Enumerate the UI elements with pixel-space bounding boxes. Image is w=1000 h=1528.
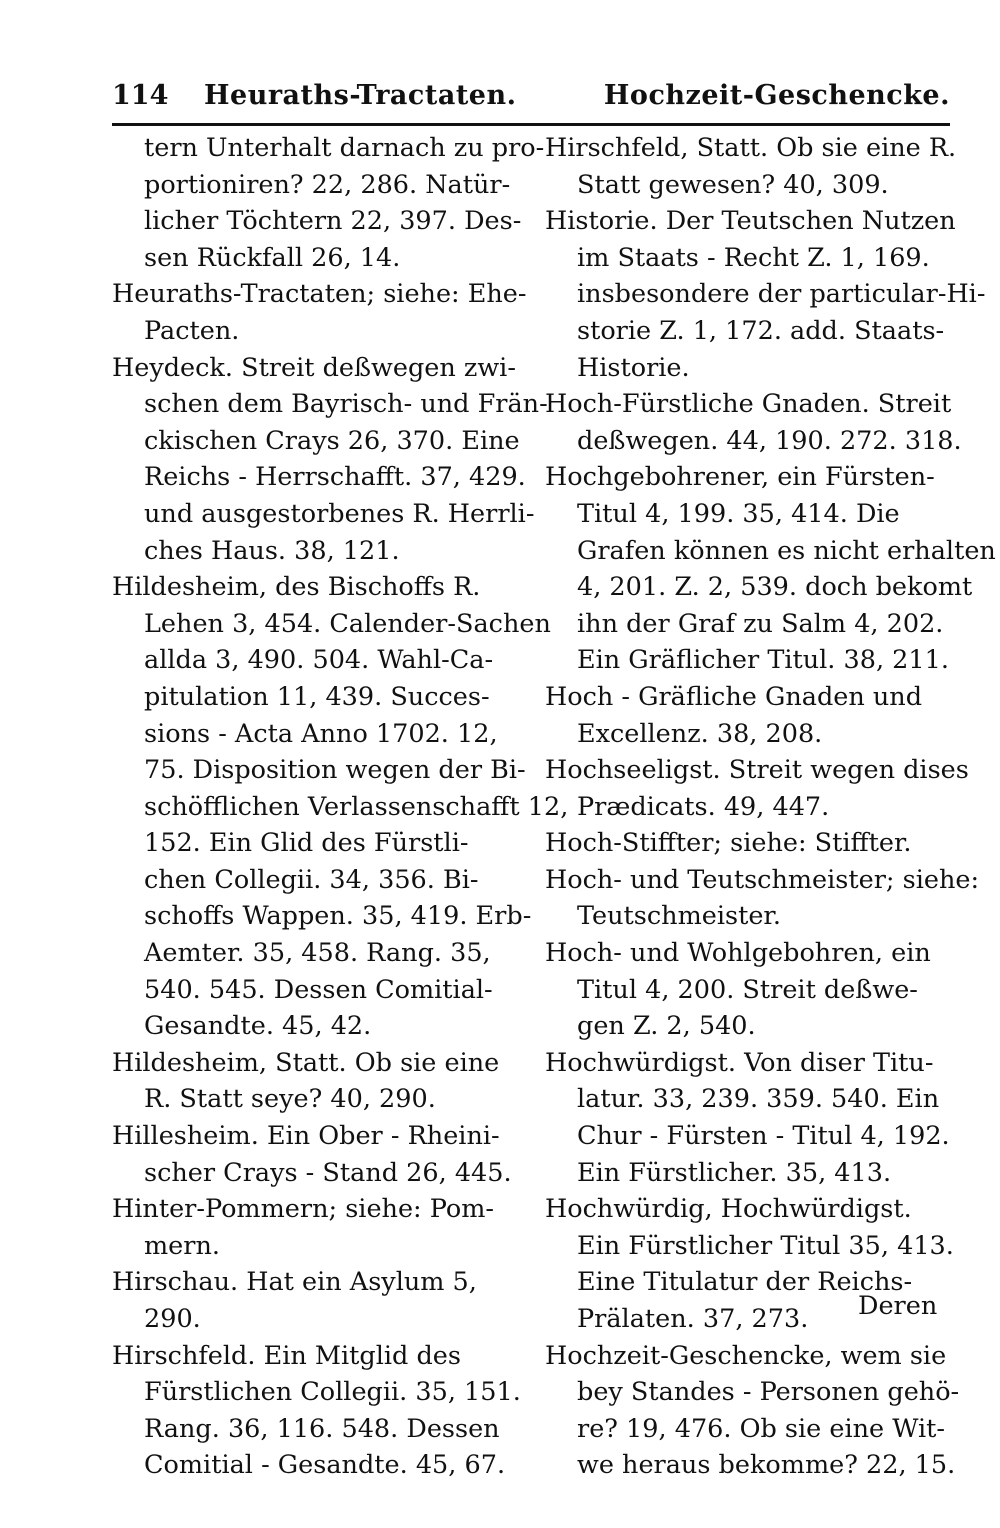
index-line: schöfflichen Verlassenschafft 12, (144, 791, 569, 822)
index-line: R. Statt seye? 40, 290. (144, 1084, 436, 1115)
header-rule (112, 123, 950, 126)
index-line: sions - Acta Anno 1702. 12, (144, 718, 498, 749)
index-line: Prälaten. 37, 273. (577, 1304, 809, 1334)
index-line: Hoch - Gräfliche Gnaden und (545, 681, 923, 712)
index-line: im Staats - Recht Z. 1, 169. (577, 242, 930, 273)
index-line: Hoch- und Teutschmeister; siehe: (545, 864, 980, 895)
index-line: Hochzeit-Geschencke, wem sie (545, 1340, 947, 1371)
index-line: Hillesheim. Ein Ober - Rheini- (112, 1121, 500, 1152)
index-line: we heraus bekomme? 22, 15. (577, 1450, 956, 1481)
index-line: Hochwürdig, Hochwürdigst. (545, 1194, 912, 1225)
index-line: chen Collegii. 34, 356. Bi- (144, 864, 479, 895)
left-column (112, 130, 569, 1484)
index-line: Hoch- und Wohlgebohren, ein (545, 938, 931, 969)
index-line: Lehen 3, 454. Calender-Sachen (144, 608, 551, 639)
right-column (545, 130, 996, 1484)
index-line: Aemter. 35, 458. Rang. 35, (144, 938, 491, 969)
index-line: Hochwürdigst. Von diser Titu- (545, 1047, 934, 1078)
index-line: ckischen Crays 26, 370. Eine (144, 425, 520, 456)
index-line: Heuraths-Tractaten; siehe: Ehe- (112, 279, 527, 310)
index-line: portioniren? 22, 286. Natür- (144, 169, 511, 200)
index-line: Hoch-Fürstliche Gnaden. Streit (545, 389, 952, 420)
index-line: Comitial - Gesandte. 45, 67. (144, 1450, 506, 1481)
index-line: schen dem Bayrisch- und Frän- (144, 389, 548, 420)
index-line: mern. (144, 1230, 220, 1261)
index-line: Fürstlichen Collegii. 35, 151. (144, 1377, 521, 1408)
index-line: Historie. (577, 352, 690, 383)
index-line: Ein Fürstlicher. 35, 413. (577, 1157, 892, 1188)
index-line: Teutschmeister. (577, 901, 781, 932)
index-line: Ein Gräflicher Titul. 38, 211. (577, 645, 949, 676)
running-head-right: Hochzeit-Geschencke. (603, 80, 950, 111)
index-line: gen Z. 2, 540. (577, 1011, 756, 1042)
index-line: Hildesheim, Statt. Ob sie eine (112, 1047, 500, 1078)
index-line: Grafen können es nicht erhalten (577, 535, 996, 566)
index-line: bey Standes - Personen gehö- (577, 1377, 960, 1408)
index-line: Pacten. (144, 315, 240, 346)
index-line: licher Töchtern 22, 397. Des- (144, 206, 522, 237)
index-line: Rang. 36, 116. 548. Dessen (144, 1413, 500, 1444)
index-line: Titul 4, 199. 35, 414. Die (577, 498, 900, 529)
index-line: Titul 4, 200. Streit deßwe- (577, 974, 918, 1005)
index-line: re? 19, 476. Ob sie eine Wit- (577, 1413, 946, 1444)
index-line: Excellenz. 38, 208. (577, 718, 823, 749)
index-line: Hinter-Pommern; siehe: Pom- (112, 1194, 495, 1225)
index-line: Statt gewesen? 40, 309. (577, 169, 889, 200)
index-line: Hirschfeld, Statt. Ob sie eine R. (545, 133, 957, 163)
index-line: Prædicats. 49, 447. (577, 791, 830, 822)
index-line: pitulation 11, 439. Succes- (144, 681, 490, 712)
catchword: Deren (858, 1291, 938, 1321)
index-line: schoffs Wappen. 35, 419. Erb- (144, 901, 532, 932)
index-line: Hildesheim, des Bischoffs R. (112, 572, 481, 603)
index-line: storie Z. 1, 172. add. Staats- (577, 315, 945, 346)
index-line: Hirschau. Hat ein Asylum 5, (112, 1267, 477, 1298)
index-line: Hirschfeld. Ein Mitglid des (112, 1340, 461, 1371)
index-line: und ausgestorbenes R. Herrli- (144, 498, 535, 529)
page-number: 114 (112, 80, 169, 111)
index-line: Reichs - Herrschafft. 37, 429. (144, 462, 526, 493)
index-line: Heydeck. Streit deßwegen zwi- (112, 352, 516, 383)
index-line: sen Rückfall 26, 14. (144, 242, 401, 273)
index-line: Ein Fürstlicher Titul 35, 413. (577, 1230, 954, 1261)
page-header (112, 78, 950, 118)
index-line: 540. 545. Dessen Comitial- (144, 974, 493, 1005)
index-line: Hochseeligst. Streit wegen dises (545, 755, 969, 786)
index-line: Hoch-Stiffter; siehe: Stiffter. (545, 828, 912, 859)
index-line: tern Unterhalt darnach zu pro- (144, 133, 545, 163)
index-line: 152. Ein Glid des Fürstli- (144, 828, 469, 859)
index-line: Hochgebohrener, ein Fürsten- (545, 462, 935, 493)
index-line: latur. 33, 239. 359. 540. Ein (577, 1084, 940, 1115)
index-line: Gesandte. 45, 42. (144, 1011, 372, 1042)
index-line: 75. Disposition wegen der Bi- (144, 755, 526, 786)
index-line: 4, 201. Z. 2, 539. doch bekomt (577, 572, 973, 603)
index-line: ches Haus. 38, 121. (144, 535, 400, 566)
index-line: Chur - Fürsten - Titul 4, 192. (577, 1121, 950, 1152)
running-head-left: Heuraths-Tractaten. (204, 80, 517, 111)
index-line: Historie. Der Teutschen Nutzen (545, 206, 956, 237)
index-line: allda 3, 490. 504. Wahl-Ca- (144, 645, 494, 676)
index-line: 290. (144, 1304, 201, 1334)
index-line: ihn der Graf zu Salm 4, 202. (577, 608, 944, 639)
index-line: Eine Titulatur der Reichs- (577, 1267, 913, 1298)
index-line: scher Crays - Stand 26, 445. (144, 1157, 512, 1188)
index-line: deßwegen. 44, 190. 272. 318. (577, 425, 962, 456)
index-line: insbesondere der particular-Hi- (577, 279, 986, 310)
